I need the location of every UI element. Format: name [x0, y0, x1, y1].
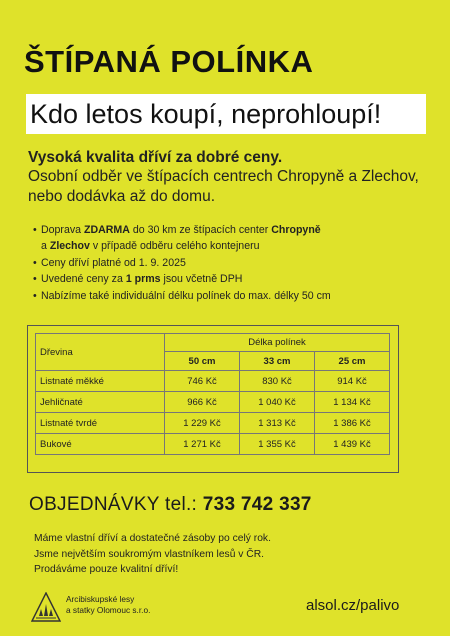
price-cell: 1 040 Kč [240, 392, 315, 413]
length-group-header: Délka polínek [165, 334, 390, 352]
bullet-bold: Zlechov [49, 240, 90, 252]
wood-name: Bukové [36, 434, 165, 455]
price-cell: 914 Kč [315, 371, 390, 392]
description-text: Osobní odběr ve štípacích centrech Chropyně a Zlechov, nebo dodávka až do domu. [28, 168, 419, 205]
company-name [66, 594, 150, 616]
column-header: 33 cm [240, 352, 315, 371]
phone-number-link[interactable]: 733 742 337 [202, 494, 312, 515]
table-row [36, 392, 390, 413]
bullet-text: Nabízíme také individuální délku polínek do max. délky 50 cm [41, 289, 331, 302]
bullet-bold: 1 prms [125, 273, 161, 285]
bullet-continuation [41, 238, 428, 254]
about-line: Jsme největším soukromým vlastníkem lesů v ČR. [34, 548, 265, 560]
price-cell: 1 386 Kč [315, 413, 390, 434]
table-row [36, 413, 390, 434]
wood-name: Listnaté tvrdé [36, 413, 165, 434]
price-cell: 746 Kč [165, 371, 240, 392]
price-table [35, 333, 390, 455]
bullet-text: a [41, 240, 50, 252]
about-line: Máme vlastní dříví a dostatečné zásoby po celý rok. [34, 533, 271, 544]
wood-name: Listnaté měkké [36, 371, 165, 392]
website-link[interactable]: alsol.cz/palivo [306, 597, 400, 614]
slogan-banner: Kdo letos koupí, neprohloupí! [26, 94, 426, 134]
column-header: 50 cm [165, 352, 240, 371]
wood-header: Dřevina [36, 334, 165, 371]
column-header: 25 cm [315, 352, 390, 371]
table-row [36, 371, 390, 392]
company-name-line: a statky Olomouc s.r.o. [66, 605, 151, 615]
bullet-text: do 30 km ze štípacích center [129, 224, 272, 236]
forest-logo-icon [31, 592, 61, 622]
price-cell: 830 Kč [240, 371, 315, 392]
price-cell: 1 229 Kč [165, 413, 240, 434]
bullet-text: v případě odběru celého kontejneru [89, 240, 260, 252]
company-name-line: Arcibiskupské lesy [66, 594, 135, 604]
about-text [34, 531, 414, 578]
price-cell: 1 355 Kč [240, 434, 315, 455]
description [28, 167, 428, 207]
table-row [36, 434, 390, 455]
bullet-text: jsou včetně DPH [160, 273, 243, 285]
wood-name: Jehličnaté [36, 392, 165, 413]
price-cell: 1 313 Kč [240, 413, 315, 434]
price-cell: 966 Kč [165, 392, 240, 413]
list-item [33, 271, 428, 287]
price-cell: 1 271 Kč [165, 434, 240, 455]
info-bullet-list [33, 222, 428, 304]
price-table-frame [27, 325, 399, 473]
list-item [33, 222, 428, 254]
bullet-bold: Chropyně [271, 224, 321, 236]
bullet-text: Ceny dříví platné od 1. 9. 2025 [41, 256, 186, 269]
price-cell: 1 134 Kč [315, 392, 390, 413]
headline: Vysoká kvalita dříví za dobré ceny. [28, 149, 283, 166]
orders-label: OBJEDNÁVKY tel.: [29, 494, 198, 515]
list-item [33, 288, 428, 304]
page-title: ŠTÍPANÁ POLÍNKA [24, 44, 314, 79]
list-item [33, 255, 428, 271]
orders-line [29, 494, 312, 516]
bullet-text: Doprava [41, 224, 84, 236]
bullet-bold: ZDARMA [84, 224, 130, 236]
about-line: Prodáváme pouze kvalitní dříví! [34, 564, 179, 575]
bullet-text: Uvedené ceny za [41, 273, 126, 285]
price-cell: 1 439 Kč [315, 434, 390, 455]
